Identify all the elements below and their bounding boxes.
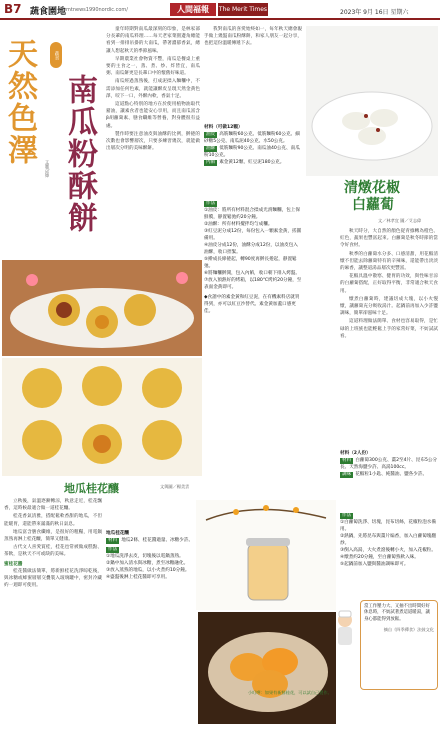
article2-ingredients [340, 450, 438, 510]
ingredient-label: 材料 [342, 458, 352, 463]
paragraph: 花椒具溫中散寒、健胃的功效，與性味甘涼的白蘿蔔搭配，正好取得平衡，非常適合秋天食用。 [340, 274, 438, 294]
pastry-tray-image [2, 358, 202, 476]
ingredient-text: 素金黃12顆、紅豆泥180公克。 [219, 160, 285, 165]
steps-heading: 作法 [342, 513, 352, 518]
article2-quote-box [360, 600, 438, 690]
ingredient-text: 地瓜2條、桂花醬適量、冰糖少許。 [121, 538, 194, 543]
steps-heading: 作法 [206, 201, 216, 206]
paragraph: 早期農業社會物資不豐，南瓜是餐桌上重要的主食之一，蒸、煮、炒、炸皆宜，南瓜粥、南瓜餅更是長輩口中的懷舊好味道。 [106, 56, 200, 77]
step-item: ④油皮分成12份，油酥分成12份，以油皮包入油酥，收口捏緊。 [204, 243, 298, 255]
step-item: ④盛盤後淋上桂花醬即可享用。 [106, 575, 170, 580]
ingredient-label: 內餡 [206, 160, 216, 165]
article2-byline: 文／林孝宜 圖／艾志偉 [378, 218, 422, 223]
issue-date: 2023年 9月 16日 星期六 [340, 9, 409, 16]
site-url[interactable]: mtnews1990nordic.com/ [66, 7, 128, 13]
article1-title-a: 天然色澤 [2, 38, 37, 166]
article2-steps [340, 512, 438, 598]
osmanthus-jar-photo [196, 500, 336, 610]
ingredient-label: 材料 [108, 538, 118, 543]
step-item: ③倒入高湯，大火煮滾後轉小火，加入花椒粒。 [340, 548, 436, 553]
article3-byline: 文與圖／楊美雲 [160, 484, 190, 489]
step-item: ④燉煮約20分鐘，至白蘿蔔熟軟入味。 [340, 555, 419, 560]
step-item: ②鍋中加入清水與冰糖，煮至冰糖融化。 [106, 561, 189, 566]
step-item: ①地瓜洗淨去皮，切塊後以電鍋蒸熟。 [106, 554, 184, 559]
radish-dish-photo [306, 26, 438, 176]
ingredient-text: 白蘿蔔300公克、薑2至4片、昆布5公分長、天然海鹽少許、高湯100cc。 [340, 458, 438, 470]
steps-heading: 作法 [108, 547, 118, 552]
quote-text: 當工作壓力大、又抽不出時間好好休息時，不妨試著煮這道暖湯，讓身心都能得到放鬆。 [364, 604, 430, 622]
ingredient-text: 花椒粒1小匙、純醬油、鹽各少許。 [355, 472, 428, 477]
article1-title-b: 南瓜粉酥餅 [62, 74, 97, 234]
article1-ingredients [204, 124, 302, 194]
recipe-tip: ◆食譜中的素金黃和紅豆泥，在有機素料店就買得到，亦可以紅豆沙替代。素金黃加蓋口感更佳。 [204, 295, 300, 314]
page-number: B7 [4, 2, 22, 16]
ingredients-heading: 材料 [340, 451, 350, 456]
article1-body-col1 [106, 26, 200, 256]
chef-icon [334, 610, 356, 650]
paragraph: 燉煮白蘿蔔時，建議切成大塊，以小火慢燉，讓蘿蔔充分吸收湯汁。起鍋前再加入少許鹽調味，簡單卻滋味十足。 [340, 296, 438, 317]
paragraph: 製作時要注意油皮與油酥的比例，擀捲的次數也會影響層次，只要多練習幾次，就能做出層次分明的美味酥餅。 [106, 131, 200, 152]
newspaper-logo: 人間福報 [170, 3, 216, 16]
sweet-potato-photo [198, 612, 336, 724]
pastry-tray-photo [2, 358, 202, 476]
article2-title-b: 白蘿蔔 [352, 197, 394, 213]
ingredients-note: （2人份） [349, 451, 371, 456]
osmanthus-jar-image [196, 500, 336, 610]
article2-title-a: 清燉花椒 [344, 180, 400, 196]
article3-title: 地瓜桂花釀 [64, 482, 119, 495]
ingredient-text: 低筋麵粉90公克、南瓜油40公克、南瓜粉10公克。 [204, 146, 300, 158]
newspaper-logo-en: The Merit Times [218, 3, 268, 16]
page-header [0, 0, 440, 20]
quote-credit: 摘自《四季禪食》法鼓文化 [383, 627, 434, 633]
ingredients-heading: 材料 [204, 125, 214, 130]
paragraph: 這道點心特別的地方在於使用植物油取代豬油，讓素食者也能安心享用，而且南瓜富含β胡蘿蔔素、膳食纖維等營養，對身體很有益處。 [106, 102, 200, 129]
step-item: ②油酥：所有材料攪拌均勻成糰。 [204, 222, 273, 227]
photo-caption: 小叮嚀：如果有新鮮桂花，可以試自己製作。 [248, 690, 332, 695]
article1-byline: 文圖/邱燁 [45, 160, 50, 178]
ingredient-label: 油皮 [206, 132, 216, 137]
step-item: ⑥將麵糰擀開，包入內餡，收口朝下排入烤盤。 [204, 271, 300, 276]
paragraph: 秋季的白蘿蔔水分多、口感清甜，用花椒清燉不但能去除蘿蔔特有的辛辣味，還能帶出淡淡的麻香，讓整道湯品層次更豐富。 [340, 251, 438, 272]
paragraph: 這道料理做法簡單、食材也容易取得，是忙碌的上班族也能輕鬆上手的家常好菜，不妨試試看。 [340, 319, 438, 339]
paragraph: 南瓜經過蒸熟後，打成泥揉入麵糰中，不需添加任何色素，就能讓酥皮呈現天然金黃色澤，咬下一口，外酥內軟，香氣十足。 [106, 79, 200, 99]
paragraph: 古代文人喜愛賞桂，桂花也常被做成糕點、茶飲，是秋天不可或缺的美味。 [4, 545, 102, 558]
pastry-plate-photo [2, 260, 202, 356]
step-item: ①油皮：將所有材料混合揉成光滑麵糰，包上保鮮膜，靜置鬆弛約20分鐘。 [204, 208, 300, 220]
paragraph: 我對南瓜的喜愛始終如一，每年秋天總會親手做上幾盤南瓜粉酥餅，和家人朋友一起分享，也把這份溫暖傳遞下去。 [204, 27, 302, 47]
article2-body [340, 228, 438, 452]
article1-body-col2 [204, 26, 302, 116]
article1-badge: 蔬食 [50, 42, 62, 68]
article3-recipe [106, 530, 194, 720]
ingredients-note: （可做12顆） [213, 125, 243, 130]
step-item: ③放入蒸熟的地瓜，以小火煮約10分鐘。 [106, 568, 190, 573]
paragraph: 地瓜富含膳食纖維，是很好的粗糧，用電鍋蒸熟再淋上桂花釀，簡單又健康。 [4, 529, 102, 543]
paragraph: 桂花香氣清雅，搭配鬆軟香甜的地瓜，不但能暖胃，還能帶來滿滿的秋日氣息。 [4, 514, 102, 527]
ingredient-label: 油酥 [206, 146, 216, 151]
sweet-potato-image [198, 612, 336, 724]
article1-steps [204, 200, 302, 390]
step-item: ②熱鍋，先將昆布與薑片煸香，加入白蘿蔔塊翻炒。 [340, 534, 436, 546]
ingredient-text: 高筋麵粉60公克、低筋麵粉60公克、細砂糖5公克、南瓜泥40公克、水50公克。 [204, 132, 300, 144]
step-item: ⑦放入預熱好的烤箱，以180℃烤約20分鐘，至表面金黃即可。 [204, 278, 302, 290]
paragraph: 立秋後，氣溫逐漸轉涼，秋意走近，桂花飄香，這時候最適合做一道桂花釀。 [4, 499, 102, 512]
step-item: ③紅豆泥分成12份，每份包入一顆素金黃，搓圓備用。 [204, 229, 302, 241]
step-item: ⑤擀成長條捲起，轉90度再擀長捲起，靜置鬆弛。 [204, 257, 297, 269]
paragraph: 桂花醬做法簡單，將新鮮桂花洗淨晾乾後，與冰糖或蜂蜜層層交疊裝入玻璃罐中，密封冷藏約一週即可使用。 [4, 568, 102, 589]
article2-title [344, 180, 438, 214]
paragraph: 童年時期對南瓜最深刻的印象，是林家部分長輩的南瓜料理……每天老家菜園邊角總能看到一排排吊掛的大南瓜，帶著濃郁香氣，總讓人想起秋天的季節風味。 [106, 27, 200, 54]
radish-dish-image [306, 26, 438, 176]
ingredient-label: 調味 [342, 472, 352, 477]
paragraph: 秋天時分，大自然的顏色從青綠轉為橙色、紅色，蔬果也豐富起來。白蘿蔔是秋冬時節的當令好食材。 [340, 229, 438, 249]
step-item: ⑤起鍋前加入鹽與醬油調味即可。 [340, 562, 409, 567]
pastry-plate-image [2, 260, 202, 356]
article3-subheading: 蜜桂花醬 [4, 561, 23, 567]
recipe-box-title: 地瓜桂花釀 [106, 531, 129, 536]
article3-body [4, 498, 102, 708]
step-item: ①白蘿蔔洗淨、切塊，昆布切絲，花椒粒泡水備用。 [340, 520, 436, 532]
section-name: 蔬食園地 [30, 7, 67, 17]
